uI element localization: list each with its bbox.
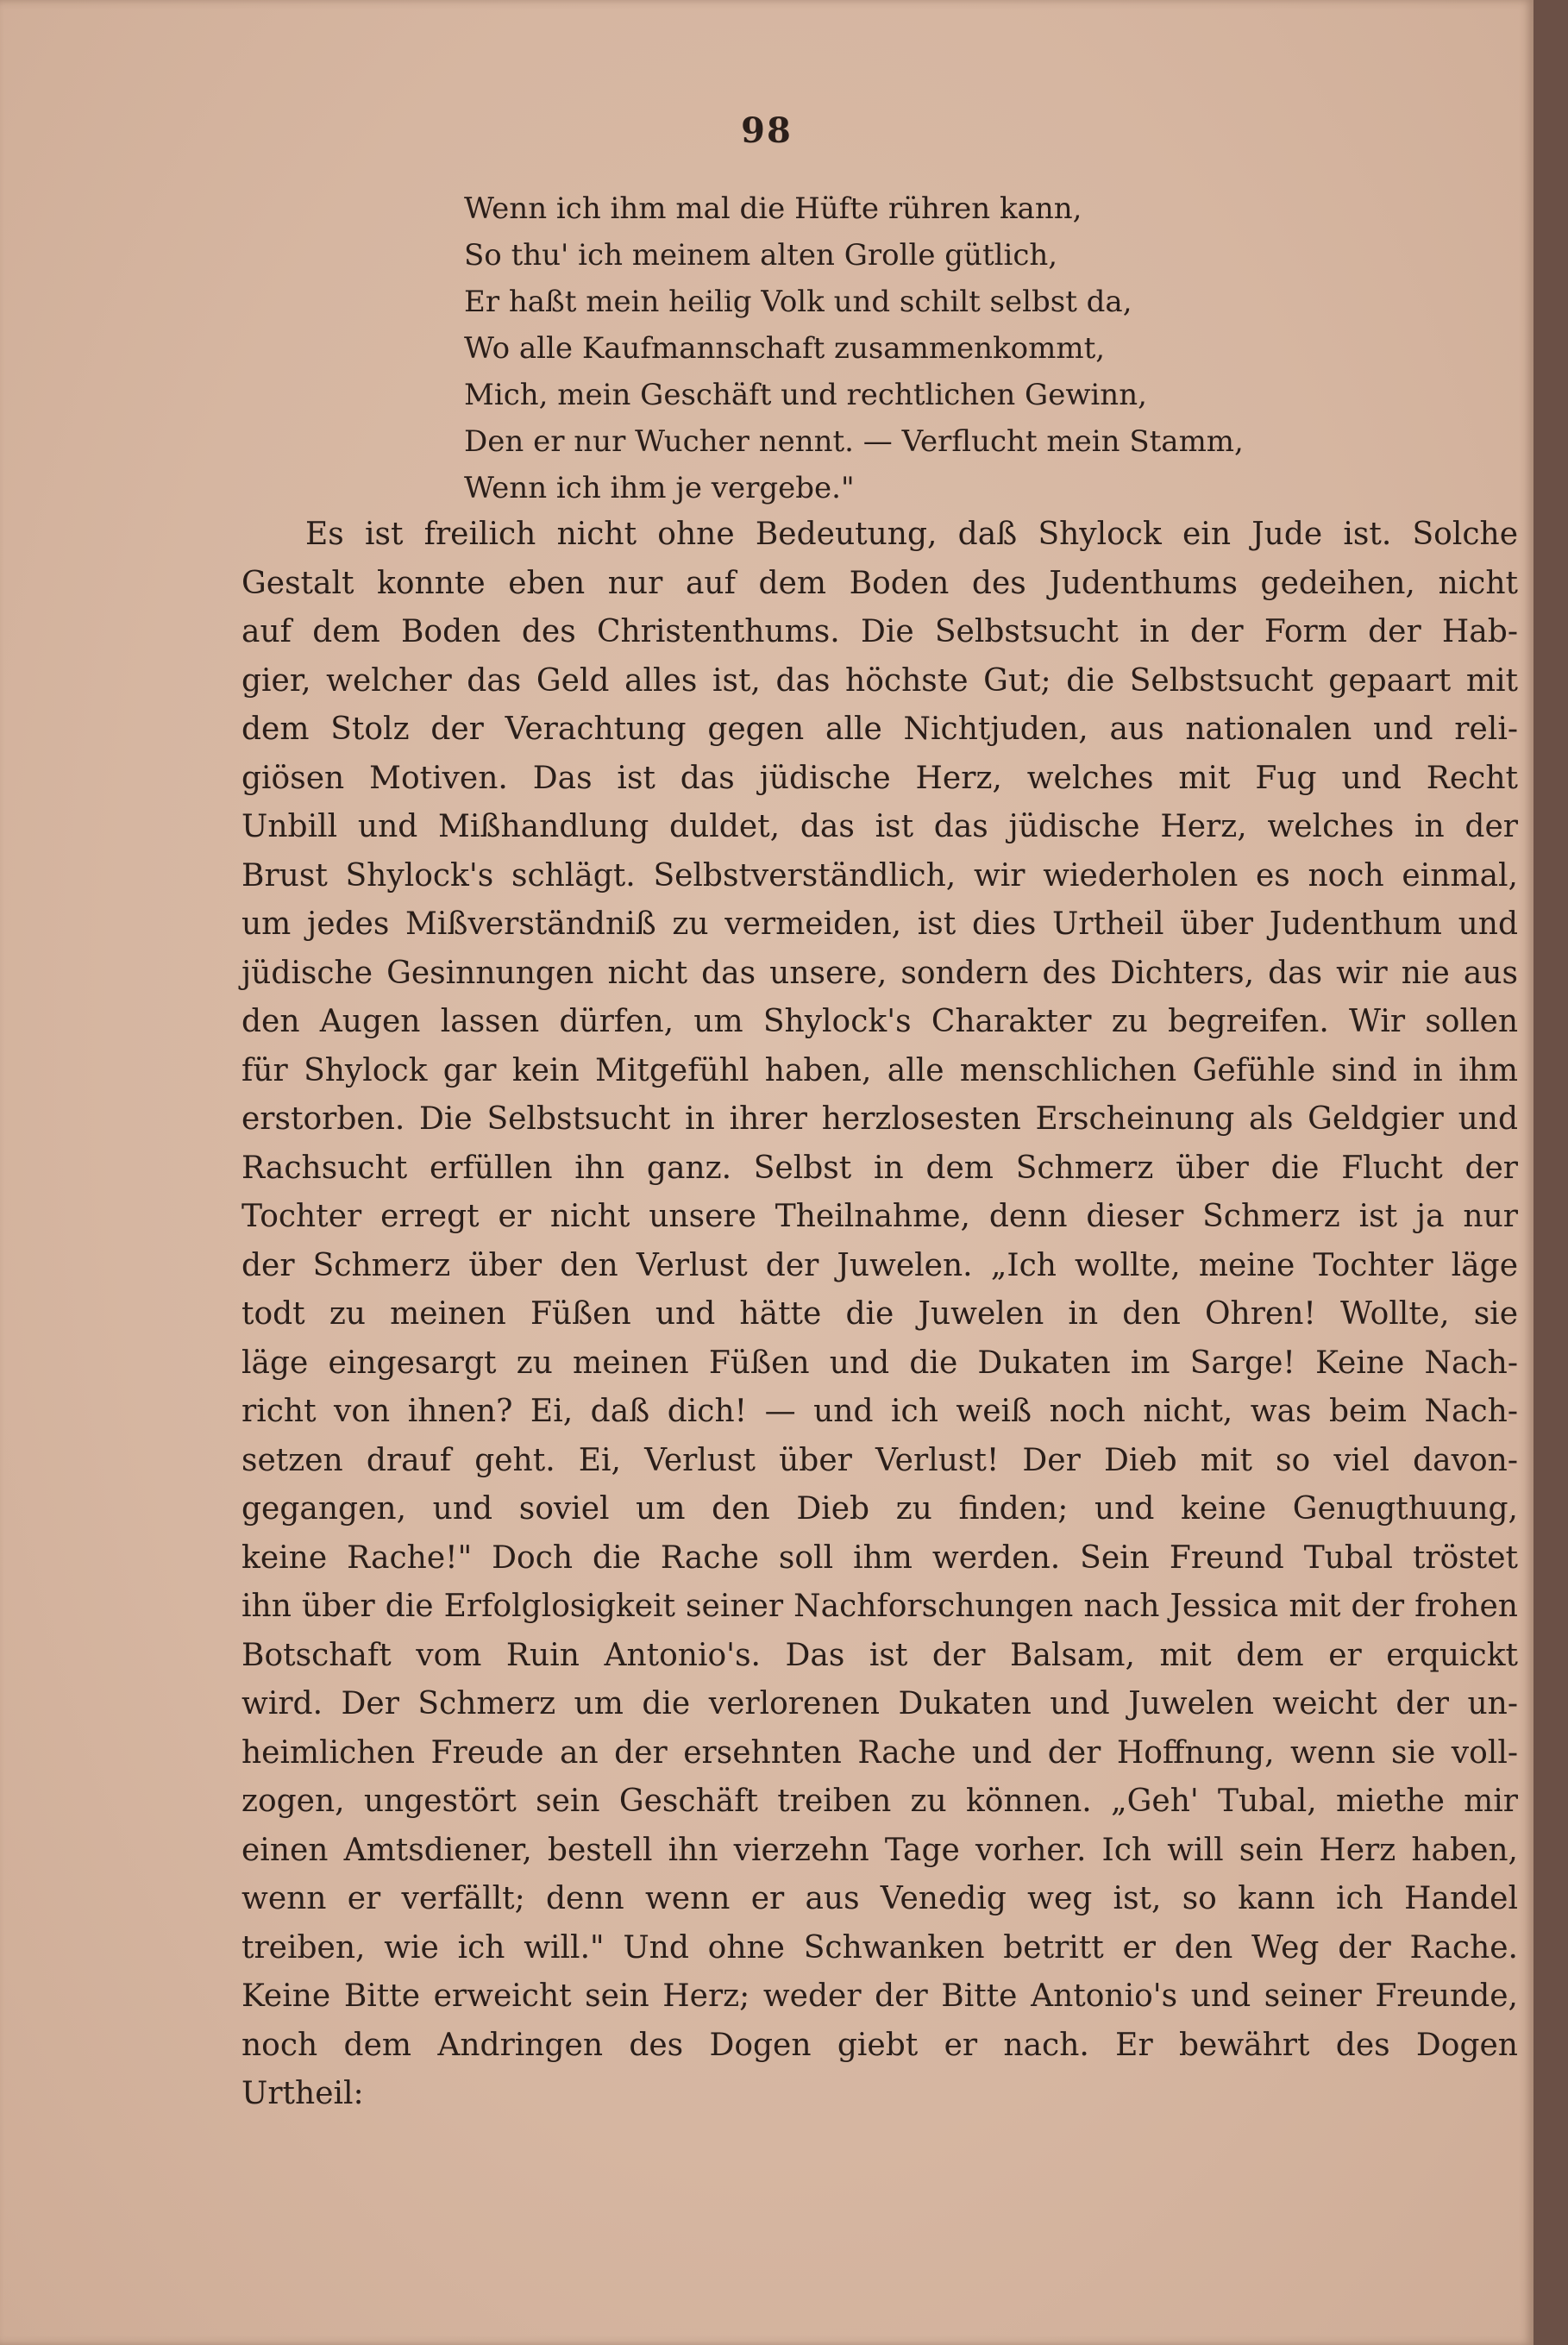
page-number: 98 [741, 110, 793, 151]
verse-line: Er haßt mein heilig Volk und schilt selbst da, [464, 285, 1132, 319]
text-line: Urtheil: [241, 2076, 364, 2111]
text-line: einen Amtsdiener, bestell ihn vierzehn Tage vorher. Ich will sein Herz haben, [241, 1832, 1518, 1868]
text-line: ihn über die Erfolglosigkeit seiner Nachforschungen nach Jessica mit der frohen [241, 1589, 1518, 1624]
text-line: gegangen, und soviel um den Dieb zu finden; und keine Genugthuung, [241, 1491, 1518, 1527]
text-line: der Schmerz über den Verlust der Juwelen. „Ich wollte, meine Tochter läge [241, 1247, 1518, 1283]
text-line: um jedes Mißverständniß zu vermeiden, ist dies Urtheil über Judenthum und [241, 906, 1518, 942]
text-line: treiben, wie ich will." Und ohne Schwanken betritt er den Weg der Rache. [241, 1929, 1518, 1966]
text-line: Es ist freilich nicht ohne Bedeutung, daß Shylock ein Jude ist. Solche [305, 517, 1518, 552]
verse-line: So thu' ich meinem alten Grolle gütlich, [464, 238, 1058, 273]
verse-line: Mich, mein Geschäft und rechtlichen Gewinn, [464, 378, 1147, 412]
text-line: Brust Shylock's schlägt. Selbstverständlich, wir wiederholen es noch einmal, [241, 857, 1518, 893]
text-line: giösen Motiven. Das ist das jüdische Herz, welches mit Fug und Recht [241, 760, 1518, 796]
text-line: Tochter erregt er nicht unsere Theilnahme, denn dieser Schmerz ist ja nur [241, 1199, 1518, 1234]
text-line: keine Rache!" Doch die Rache soll ihm werden. Sein Freund Tubal tröstet [241, 1539, 1518, 1576]
text-line: für Shylock gar kein Mitgefühl haben, alle menschlichen Gefühle sind in ihm [241, 1052, 1518, 1088]
text-line: Keine Bitte erweicht sein Herz; weder der Bitte Antonio's und seiner Freunde, [241, 1978, 1518, 2014]
text-line: heimlichen Freude an der ersehnten Rache und der Hoffnung, wenn sie voll- [241, 1734, 1518, 1771]
text-line: richt von ihnen? Ei, daß dich! — und ich weiß noch nicht, was beim Nach- [241, 1394, 1518, 1429]
text-line: zogen, ungestört sein Geschäft treiben zu können. „Geh' Tubal, miethe mir [241, 1784, 1518, 1819]
text-line: den Augen lassen dürfen, um Shylock's Charakter zu begreifen. Wir sollen [241, 1004, 1518, 1039]
text-line: dem Stolz der Verachtung gegen alle Nichtjuden, aus nationalen und reli- [241, 712, 1518, 747]
text-line: noch dem Andringen des Dogen giebt er nach. Er bewährt des Dogen [241, 2027, 1518, 2063]
text-line: gier, welcher das Geld alles ist, das höchste Gut; die Selbstsucht gepaart mit [241, 662, 1518, 699]
verse-line: Wenn ich ihm mal die Hüfte rühren kann, [464, 191, 1082, 226]
text-line: Rachsucht erfüllen ihn ganz. Selbst in dem Schmerz über die Flucht der [241, 1150, 1518, 1186]
verse-quotation [464, 185, 1327, 511]
text-line: todt zu meinen Füßen und hätte die Juwelen in den Ohren! Wollte, sie [241, 1296, 1518, 1332]
text-line: Gestalt konnte eben nur auf dem Boden des Judenthums gedeihen, nicht [241, 565, 1518, 601]
verse-line: Wenn ich ihm je vergebe." [464, 471, 855, 505]
body-paragraph [241, 511, 1518, 2119]
text-line: jüdische Gesinnungen nicht das unsere, sondern des Dichters, das wir nie aus [241, 955, 1518, 991]
text-line: läge eingesargt zu meinen Füßen und die Dukaten im Sarge! Keine Nach- [241, 1345, 1518, 1381]
text-line: Unbill und Mißhandlung duldet, das ist das jüdische Herz, welches in der [241, 809, 1518, 844]
text-line: erstorben. Die Selbstsucht in ihrer herzlosesten Erscheinung als Geldgier und [241, 1101, 1518, 1137]
verse-line: Den er nur Wucher nennt. — Verflucht mein Stamm, [464, 424, 1244, 459]
text-line: wenn er verfällt; denn wenn er aus Venedig weg ist, so kann ich Handel [241, 1881, 1518, 1916]
text-line: wird. Der Schmerz um die verlorenen Dukaten und Juwelen weicht der un- [241, 1686, 1518, 1721]
text-line: auf dem Boden des Christenthums. Die Selbstsucht in der Form der Hab- [241, 614, 1518, 649]
text-line: Botschaft vom Ruin Antonio's. Das ist der Balsam, mit dem er erquickt [241, 1637, 1518, 1673]
text-line: setzen drauf geht. Ei, Verlust über Verlust! Der Dieb mit so viel davon- [241, 1442, 1518, 1478]
verse-line: Wo alle Kaufmannschaft zusammenkommt, [464, 331, 1106, 366]
